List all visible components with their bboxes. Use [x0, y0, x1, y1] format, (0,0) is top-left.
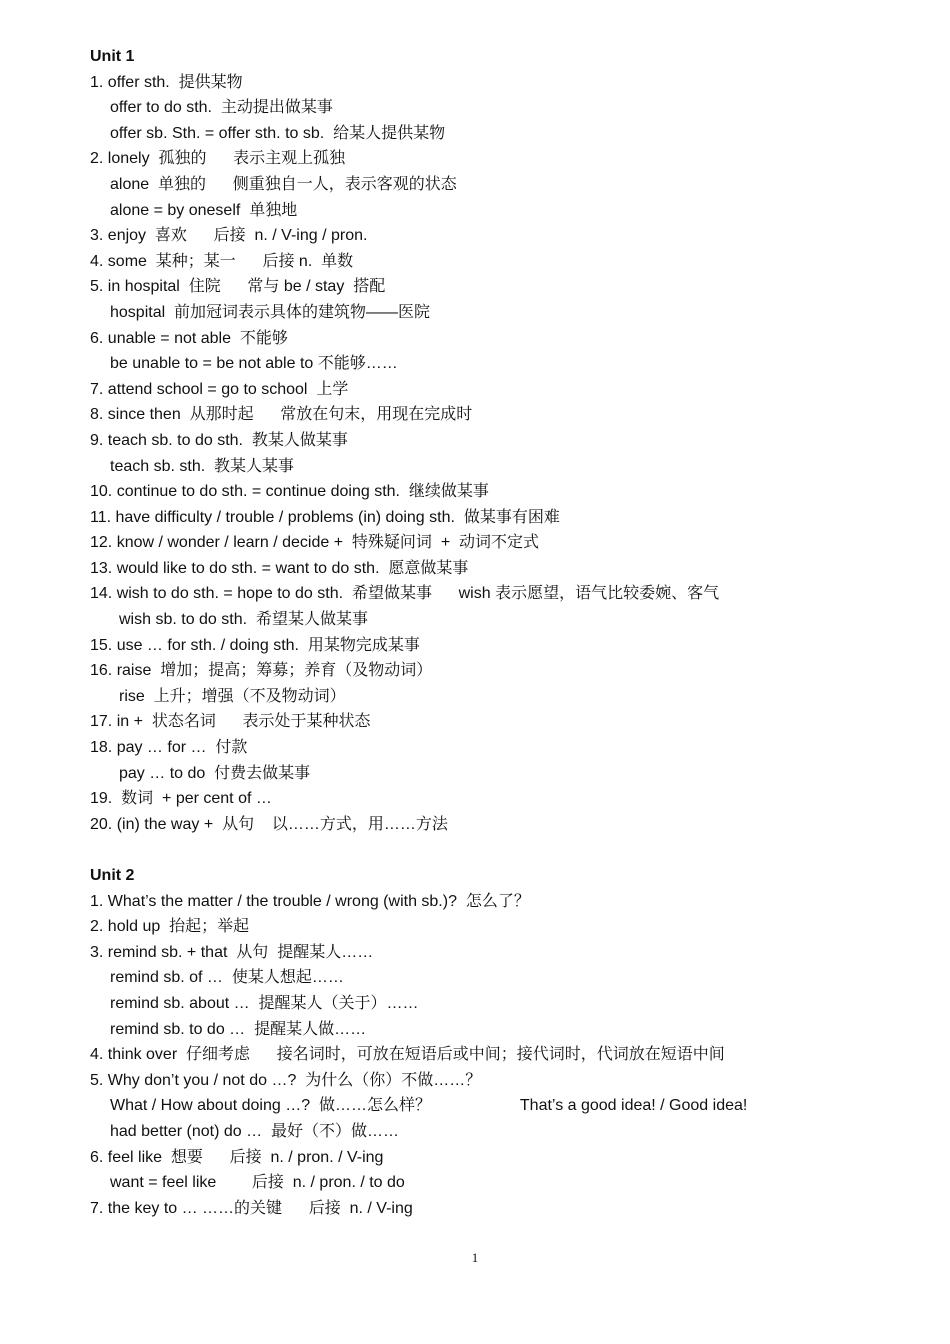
list-item: 6. feel like 想要 后接 n. / pron. / V-ing	[90, 1148, 384, 1166]
list-item: wish sb. to do sth. 希望某人做某事	[119, 611, 368, 629]
list-item: 5. Why don’t you / not do …? 为什么（你）不做……？	[90, 1071, 482, 1089]
list-item: 13. would like to do sth. = want to do sth. 愿意做某事	[90, 559, 469, 577]
list-item: want = feel like 后接 n. / pron. / to do	[110, 1174, 405, 1192]
list-item: 1. offer sth. 提供某物	[90, 73, 243, 91]
list-item: 8. since then 从那时起 常放在句末，用现在完成时	[90, 406, 473, 424]
list-item: 7. the key to … ……的关键 后接 n. / V-ing	[90, 1199, 413, 1217]
page-number: 1	[471, 1250, 479, 1265]
list-item: 4. some 某种；某一 后接 n. 单数	[90, 252, 354, 270]
list-item: What / How about doing …? 做……怎么样？ That’s a good idea! / Good idea!	[110, 1097, 748, 1115]
list-item: 2. hold up 抬起；举起	[90, 918, 250, 936]
list-item: remind sb. about … 提醒某人（关于）……	[110, 994, 419, 1012]
list-item: 4. think over 仔细考虑 接名词时，可放在短语后或中间；接代词时，代词放在短语中间	[90, 1046, 725, 1064]
list-item: 15. use … for sth. / doing sth. 用某物完成某事	[90, 636, 420, 654]
list-item: 1. What’s the matter / the trouble / wrong (with sb.)? 怎么了？	[90, 892, 530, 910]
list-item: 6. unable = not able 不能够	[90, 329, 288, 347]
list-item: 14. wish to do sth. = hope to do sth. 希望做某事 wish 表示愿望，语气比较委婉、客气	[90, 585, 720, 603]
list-item: rise 上升；增强（不及物动词）	[119, 687, 346, 705]
list-item: 3. enjoy 喜欢 后接 n. / V-ing / pron.	[90, 227, 368, 245]
list-item: alone = by oneself 单独地	[110, 201, 298, 219]
list-item: 9. teach sb. to do sth. 教某人做某事	[90, 431, 348, 449]
list-item: 2. lonely 孤独的 表示主观上孤独	[90, 150, 346, 168]
document-page	[90, 44, 930, 1221]
list-item: alone 单独的 侧重独自一人，表示客观的状态	[110, 175, 457, 193]
list-item: 16. raise 增加；提高；筹募；养育（及物动词）	[90, 662, 433, 680]
unit-1-heading: Unit 1	[90, 48, 135, 65]
list-item: 12. know / wonder / learn / decide + 特殊疑问词 + 动词不定式	[90, 534, 540, 552]
list-item: 7. attend school = go to school 上学	[90, 380, 349, 398]
list-item: 17. in + 状态名词 表示处于某种状态	[90, 713, 371, 731]
list-item: be unable to = be not able to 不能够……	[110, 355, 398, 373]
list-item: 11. have difficulty / trouble / problems (in) doing sth. 做某事有困难	[90, 508, 560, 526]
list-item: had better (not) do … 最好（不）做……	[110, 1122, 399, 1140]
list-item: hospital 前加冠词表示具体的建筑物——医院	[110, 303, 431, 321]
list-item: teach sb. sth. 教某人某事	[110, 457, 295, 475]
list-item: 3. remind sb. + that 从句 提醒某人……	[90, 943, 374, 961]
list-item: 19. 数词 + per cent of …	[90, 790, 272, 808]
section-spacer	[90, 837, 930, 863]
list-item: 5. in hospital 住院 常与 be / stay 搭配	[90, 278, 386, 296]
list-item: pay … to do 付费去做某事	[119, 764, 311, 782]
list-item: offer to do sth. 主动提出做某事	[110, 99, 333, 117]
list-item: offer sb. Sth. = offer sth. to sb. 给某人提供某物	[110, 124, 446, 142]
list-item: 18. pay … for … 付款	[90, 739, 248, 757]
list-item: 10. continue to do sth. = continue doing sth. 继续做某事	[90, 483, 489, 501]
list-item: 20. (in) the way + 从句 以……方式，用……方法	[90, 815, 448, 833]
unit-2-heading: Unit 2	[90, 867, 135, 884]
list-item: remind sb. to do … 提醒某人做……	[110, 1020, 367, 1038]
list-item: remind sb. of … 使某人想起……	[110, 969, 344, 987]
